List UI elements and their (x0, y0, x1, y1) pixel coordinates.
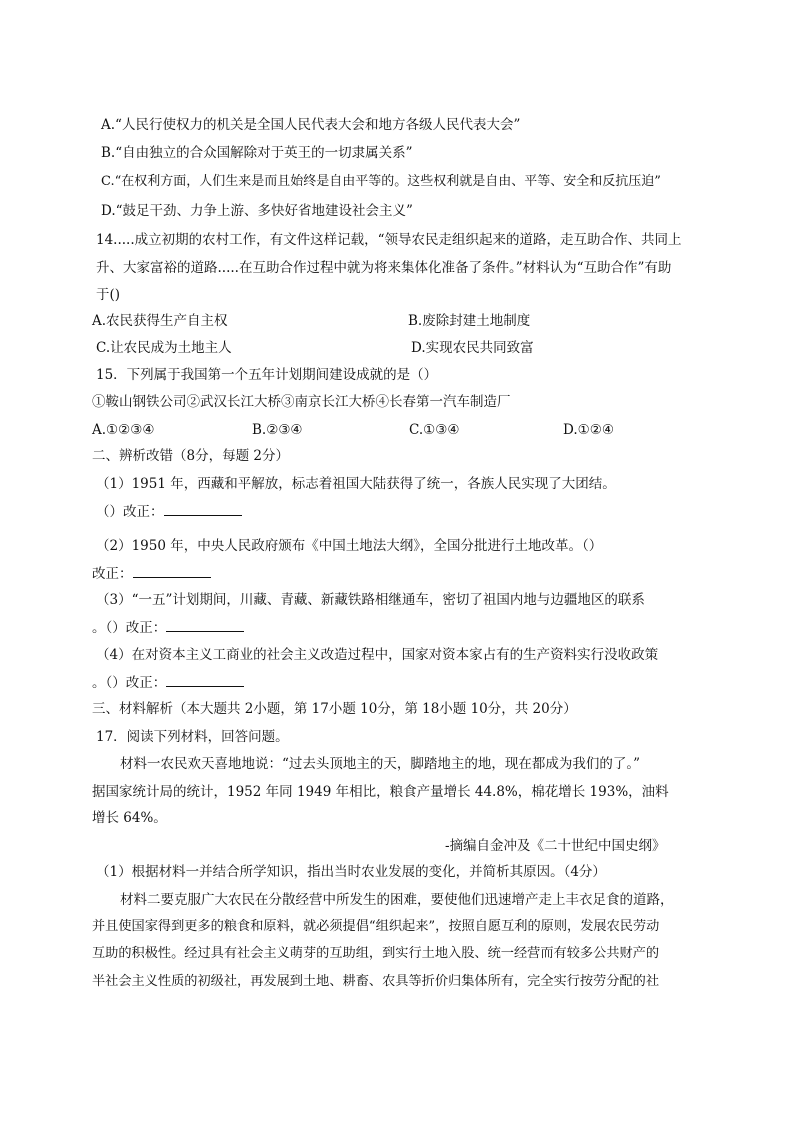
answer-blank[interactable] (133, 563, 211, 578)
q13-option-a: A.“人民行使权力的机关是全国人民代表大会和地方各级人民代表大会” (101, 117, 521, 133)
section2-heading: 二、辨析改错（8分，每题 2分） (92, 448, 289, 464)
section3-heading: 三、材料解析（本大题共 2小题，第 17小题 10分，第 18小题 10分，共 20分） (92, 701, 577, 717)
answer-blank[interactable] (166, 617, 244, 632)
section2-q1-fix (96, 501, 242, 522)
q14-option-c: C.让农民成为土地主人 (96, 340, 232, 356)
material1-line2: 据国家统计局的统计，1952 年同 1949 年相比，粮食产量增长 44.8%，棉花增长 193%，油料 (92, 784, 669, 800)
q14-stem-line1: 14.....成立初期的农村工作，有文件这样记载，“领导农民走组织起来的道路，走互助合作、共同上 (96, 232, 682, 248)
material1-line1: 材料一农民欢天喜地地说：“过去头顶地主的天，脚踏地主的地，现在都成为我们的了。” (120, 756, 641, 772)
answer-blank[interactable] (164, 501, 242, 516)
q13-option-b: B.“自由独立的合众国解除对于英王的一切隶属关系” (101, 145, 413, 161)
answer-blank[interactable] (166, 672, 244, 687)
material1-source: -摘编自金冲及《二十世纪中国史纲》 (445, 838, 666, 854)
section2-q2: （2）1950 年，中央人民政府颁布《中国土地法大纲》，全国分批进行土地改革。（） (96, 538, 603, 554)
section2-q2-fix (92, 563, 211, 584)
q17-title: 17．阅读下列材料，回答问题。 (96, 729, 289, 745)
section2-q4-fix (92, 672, 244, 693)
q15-stem: 15．下列属于我国第一个五年计划期间建设成就的是（） (96, 367, 438, 383)
q17-part1: （1）根据材料一并结合所学知识，指出当时农业发展的变化，并简析其原因。（4分） (96, 864, 606, 880)
section2-q4: （4）在对资本主义工商业的社会主义改造过程中，国家对资本家占有的生产资料实行没收政策 (96, 647, 659, 663)
q14-stem-line3: 于() (96, 287, 121, 303)
material2-line1: 材料二要克服广大农民在分散经营中所发生的困难，要使他们迅速增产走上丰衣足食的道路， (120, 892, 674, 908)
q13-option-d: D.“鼓足干劲、力争上游、多快好省地建设社会主义” (101, 203, 413, 219)
material2-line3: 互助的积极性。经过具有社会主义萌芽的互助组，到实行土地入股、统一经营而有较多公共财产的 (92, 946, 660, 961)
fix-label: 。（）改正： (92, 620, 167, 636)
q14-option-b: B.废除封建土地制度 (408, 313, 531, 329)
material2-line2: 并且使国家得到更多的粮食和原料，就必须提倡“组织起来”，按照自愿互利的原则，发展农民劳动 (92, 919, 660, 934)
q14-option-a: A.农民获得生产自主权 (92, 313, 228, 329)
fix-label: 改正： (92, 566, 133, 582)
fix-label: （）改正： (96, 504, 164, 520)
q15-option-a: A.①②③④ (92, 422, 155, 438)
q15-option-d: D.①②④ (563, 422, 614, 438)
q14-stem-line2: 升、大家富裕的道路.....在互助合作过程中就为将来集体化准备了条件。”材料认为“互助合作”有助 (96, 260, 672, 276)
section2-q1: （1）1951 年，西藏和平解放，标志着祖国大陆获得了统一，各族人民实现了大团结。 (96, 476, 616, 492)
fix-label: 。（）改正： (92, 675, 167, 691)
material2-line4: 半社会主义性质的初级社，再发展到土地、耕畜、农具等折价归集体所有，完全实行按劳分配的社 (92, 974, 660, 989)
q15-option-b: B.②③④ (252, 422, 303, 438)
q15-items: ①鞍山钢铁公司②武汉长江大桥③南京长江大桥④长春第一汽车制造厂 (92, 394, 511, 410)
material1-line3: 增长 64%。 (92, 810, 167, 826)
section2-q3: （3）“一五”计划期间，川藏、青藏、新藏铁路相继通车，密切了祖国内地与边疆地区的联系 (96, 592, 645, 608)
section2-q3-fix (92, 617, 244, 638)
q13-option-c: C.“在权利方面，人们生来是而且始终是自由平等的。这些权利就是自由、平等、安全和反抗压迫” (101, 174, 661, 189)
q15-option-c: C.①③④ (409, 422, 460, 438)
q14-option-d: D.实现农民共同致富 (411, 340, 534, 356)
